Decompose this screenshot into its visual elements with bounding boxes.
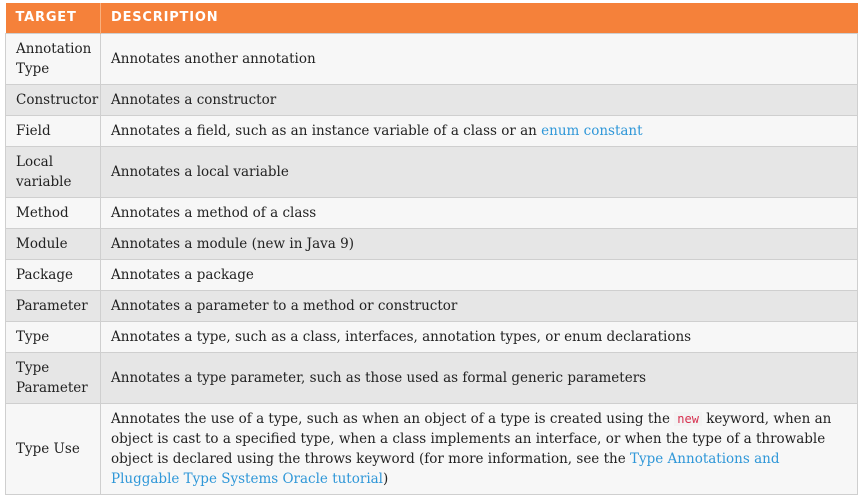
table-row	[6, 146, 858, 197]
target-cell: Package	[6, 259, 101, 290]
description-cell	[101, 115, 858, 146]
target-cell: Type	[6, 321, 101, 352]
table-row	[6, 115, 858, 146]
annotation-targets-table	[5, 3, 858, 495]
description-cell: Annotates a type, such as a class, interfaces, annotation types, or enum declarations	[101, 321, 858, 352]
description-cell: Annotates a constructor	[101, 84, 858, 115]
target-cell: Type Use	[6, 403, 101, 494]
description-text: Annotates a field, such as an instance variable of a class or an	[111, 122, 542, 139]
table-row	[6, 228, 858, 259]
description-cell: Annotates a package	[101, 259, 858, 290]
table-row	[6, 197, 858, 228]
table-row	[6, 290, 858, 321]
description-cell: Annotates a local variable	[101, 146, 858, 197]
enum-constant-link[interactable]: enum constant	[541, 122, 643, 139]
description-cell: Annotates a module (new in Java 9)	[101, 228, 858, 259]
table-header-row	[6, 3, 858, 33]
target-cell: Method	[6, 197, 101, 228]
target-cell: Constructor	[6, 84, 101, 115]
target-cell: Field	[6, 115, 101, 146]
table-row	[6, 352, 858, 403]
table-row	[6, 403, 858, 494]
description-cell: Annotates a type parameter, such as those used as formal generic parameters	[101, 352, 858, 403]
target-cell: Type Parameter	[6, 352, 101, 403]
table-row	[6, 321, 858, 352]
target-cell: Annotation Type	[6, 33, 101, 84]
description-cell	[101, 403, 858, 494]
target-cell: Local variable	[6, 146, 101, 197]
new-keyword-code: new	[674, 412, 702, 426]
description-text: Annotates the use of a type, such as when an object of a type is created using the	[111, 410, 675, 427]
table-row	[6, 259, 858, 290]
header-description: DESCRIPTION	[101, 3, 858, 33]
table-row	[6, 84, 858, 115]
description-text: )	[383, 470, 389, 487]
description-text: keyword, when an object is cast to a specified type, when a class implements an interface, or when the type of a throwable object is declared using the throws keyword (for more information, see the	[111, 410, 832, 467]
header-target: TARGET	[6, 3, 101, 33]
description-cell: Annotates a parameter to a method or constructor	[101, 290, 858, 321]
description-cell: Annotates another annotation	[101, 33, 858, 84]
target-cell: Module	[6, 228, 101, 259]
type-annotations-tutorial-link[interactable]: Type Annotations and Pluggable Type Systems Oracle tutorial	[111, 450, 780, 487]
description-cell: Annotates a method of a class	[101, 197, 858, 228]
target-cell: Parameter	[6, 290, 101, 321]
table-row	[6, 33, 858, 84]
